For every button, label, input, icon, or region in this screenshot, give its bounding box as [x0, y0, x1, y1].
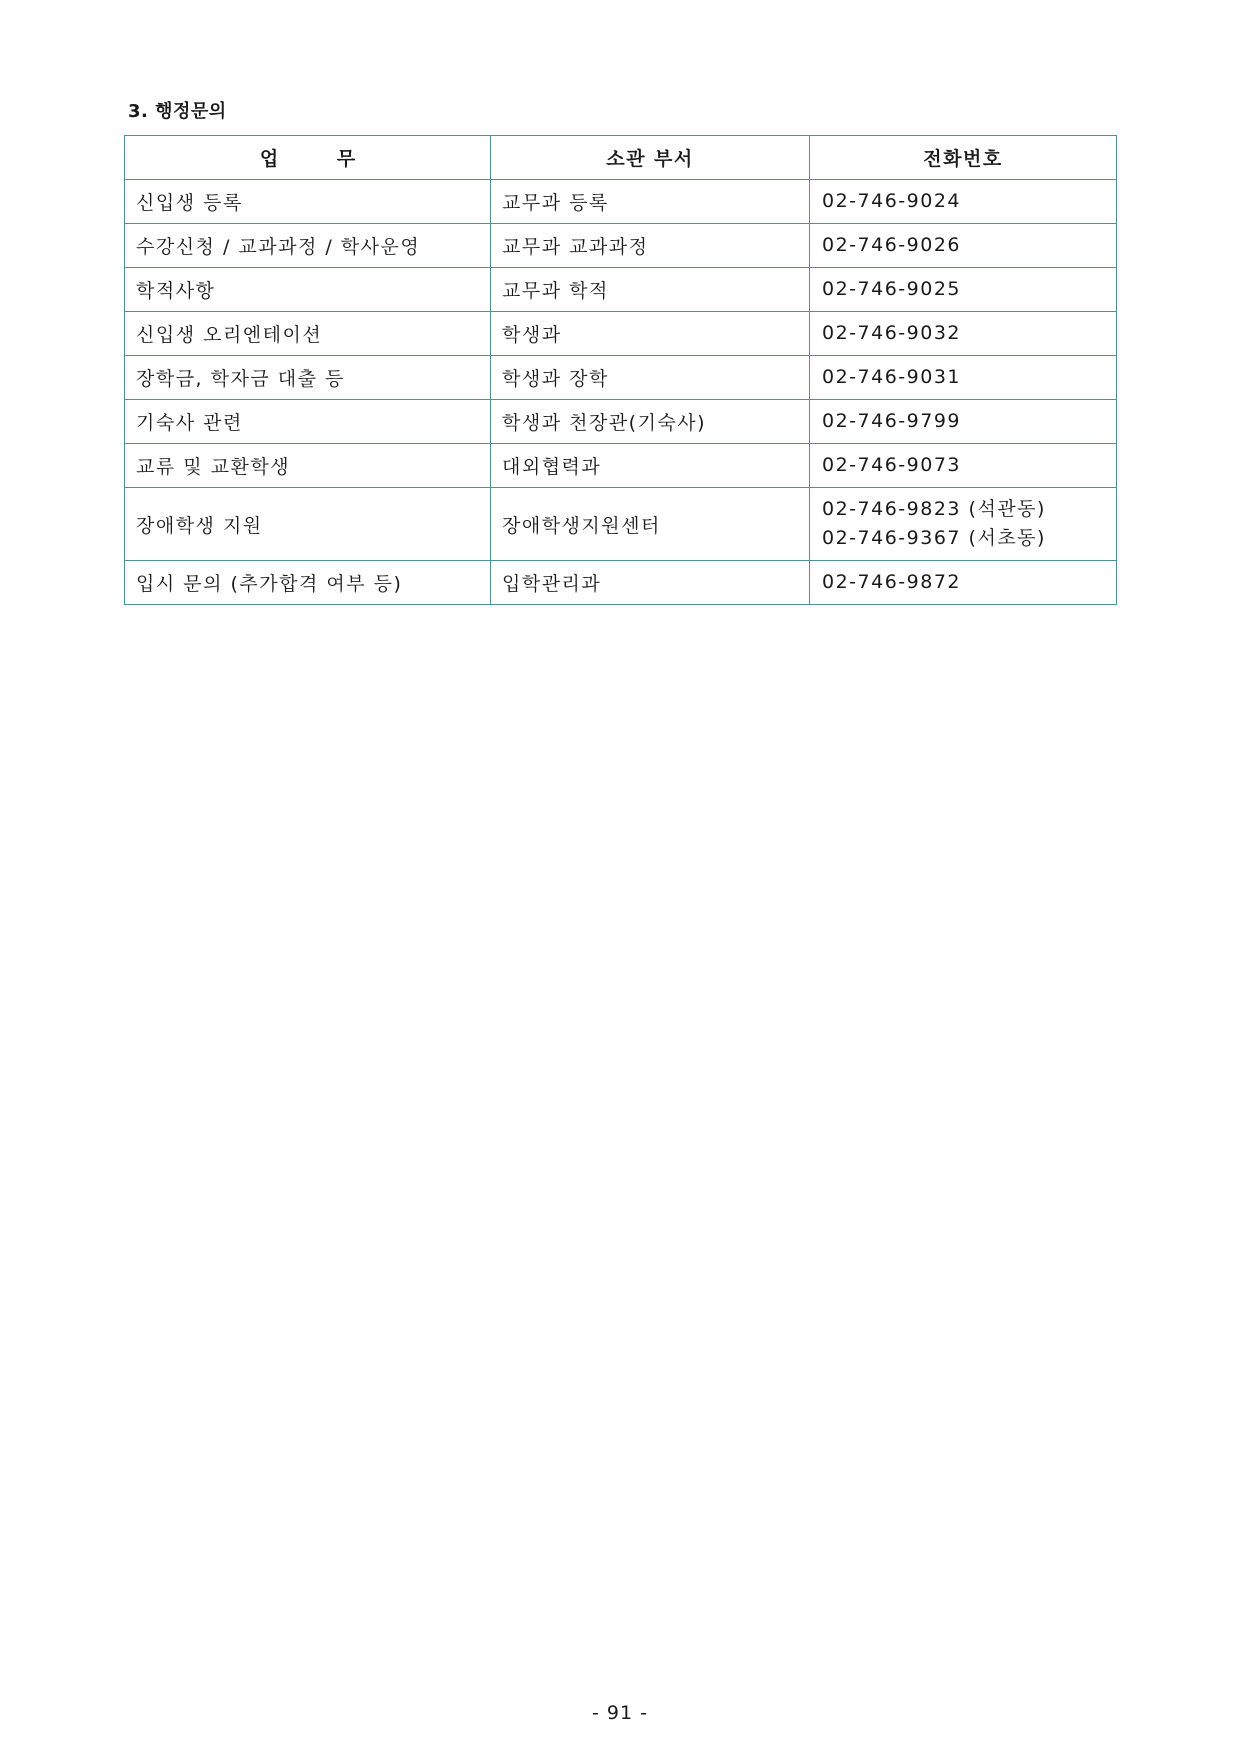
table-header-row	[125, 136, 1117, 180]
phone-number: 02-746-9032	[822, 322, 962, 344]
phone-cell	[810, 224, 1117, 268]
phone-cell	[810, 444, 1117, 488]
phone-number: 02-746-9073	[822, 454, 962, 476]
department-cell: 입학관리과	[491, 561, 810, 605]
phone-number: 02-746-9026	[822, 234, 962, 256]
task-cell: 입시 문의 (추가합격 여부 등)	[125, 561, 491, 605]
phone-number: 02-746-9823 (석관동)	[822, 498, 1046, 520]
header-task: 업 무	[125, 136, 491, 180]
table-row	[125, 444, 1117, 488]
contact-table	[124, 135, 1117, 605]
task-cell: 수강신청 / 교과과정 / 학사운영	[125, 224, 491, 268]
department-cell: 교무과 교과과정	[491, 224, 810, 268]
department-cell: 학생과 천장관(기숙사)	[491, 400, 810, 444]
department-cell: 교무과 등록	[491, 180, 810, 224]
task-cell: 장학금, 학자금 대출 등	[125, 356, 491, 400]
section-title: 3. 행정문의	[128, 101, 227, 122]
header-department: 소관 부서	[491, 136, 810, 180]
task-cell: 신입생 오리엔테이션	[125, 312, 491, 356]
department-cell: 대외협력과	[491, 444, 810, 488]
task-cell: 기숙사 관련	[125, 400, 491, 444]
phone-cell	[810, 561, 1117, 605]
phone-cell	[810, 488, 1117, 561]
task-cell: 교류 및 교환학생	[125, 444, 491, 488]
department-cell: 장애학생지원센터	[491, 488, 810, 561]
phone-number: 02-746-9799	[822, 410, 962, 432]
phone-cell	[810, 312, 1117, 356]
phone-cell	[810, 356, 1117, 400]
table-row	[125, 561, 1117, 605]
phone-number: 02-746-9031	[822, 366, 962, 388]
table-row	[125, 312, 1117, 356]
header-phone: 전화번호	[810, 136, 1117, 180]
table-row	[125, 356, 1117, 400]
department-cell: 학생과	[491, 312, 810, 356]
table-row	[125, 180, 1117, 224]
table-row	[125, 268, 1117, 312]
table-row	[125, 224, 1117, 268]
task-cell: 장애학생 지원	[125, 488, 491, 561]
phone-number: 02-746-9024	[822, 190, 962, 212]
phone-cell	[810, 400, 1117, 444]
phone-cell	[810, 268, 1117, 312]
table-row	[125, 400, 1117, 444]
table-row	[125, 488, 1117, 561]
phone-cell	[810, 180, 1117, 224]
department-cell: 교무과 학적	[491, 268, 810, 312]
phone-number: 02-746-9872	[822, 571, 962, 593]
phone-number: 02-746-9025	[822, 278, 962, 300]
task-cell: 신입생 등록	[125, 180, 491, 224]
table-body	[125, 180, 1117, 605]
task-cell: 학적사항	[125, 268, 491, 312]
phone-number: 02-746-9367 (서초동)	[822, 527, 1046, 549]
department-cell: 학생과 장학	[491, 356, 810, 400]
page-number: - 91 -	[592, 1702, 648, 1724]
